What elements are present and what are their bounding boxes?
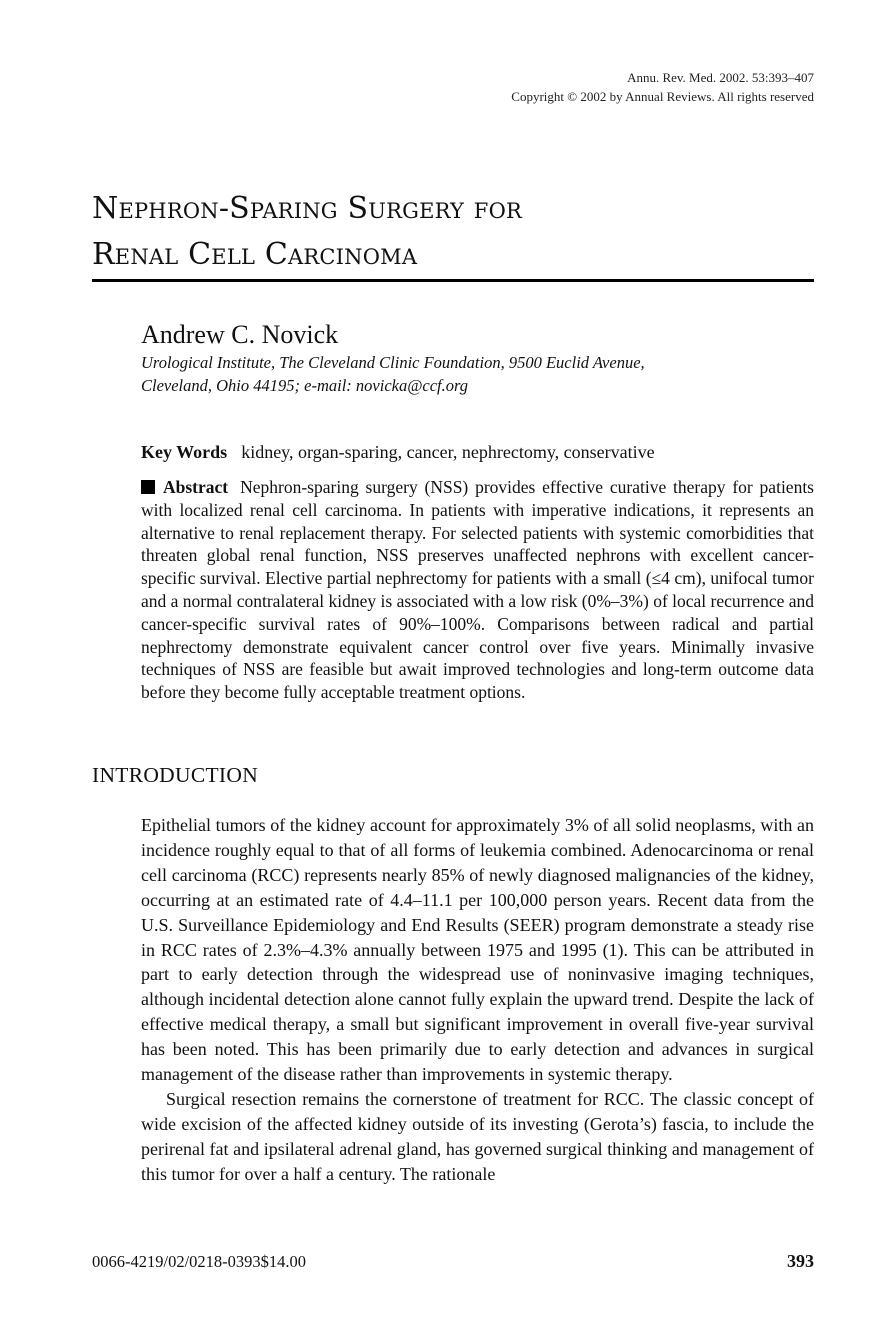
paragraph-2: Surgical resection remains the cornerstone of treatment for RCC. The classic concept of wide excision of the affected kidney outside of its investing (Gerota’s) fascia, to include the perirenal fat and ipsilateral adrenal gland, has governed surgical thinking and management of this tumor for over a half a century. The rationale	[141, 1088, 814, 1184]
abstract-text: Nephron-sparing surgery (NSS) provides effective curative therapy for patients with localized renal cell carcinoma. In patients with imperative indications, it represents an alternative to renal replacement therapy. For selected patients with systemic comorbidities that threaten global renal function, NSS preserves unaffected nephrons with excellent cancer-specific survival. Elective partial nephrectomy for patients with a small (≤4 cm), unifocal tumor and a normal contralateral kidney is associated with a low risk (0%–3%) of local recurrence and cancer-specific survival rates of 90%–100%. Comparisons between radical and partial nephrectomy demonstrate equivalent cancer control over five years. Minimally invasive techniques of NSS are feasible but await improved technologies and long-term outcome data before they become fully acceptable treatment options.	[141, 477, 814, 703]
title-line-2: Renal Cell Carcinoma	[92, 237, 418, 272]
journal-citation-header	[511, 68, 814, 106]
paragraph-1: Epithelial tumors of the kidney account for approximately 3% of all solid neoplasms, with an incidence roughly equal to that of all forms of leukemia combined. Adenocarcinoma or renal cell carcinoma (RCC) represents nearly 85% of newly diagnosed malignancies of the kidney, occurring at an estimated rate of 4.4–11.1 per 100,000 person years. Recent data from the U.S. Surveillance Epidemiology and End Results (SEER) program demonstrate a steady rise in RCC rates of 2.3%–4.3% annually between 1975 and 1995 (1). This can be attributed in part to early detection through the widespread use of noninvasive imaging techniques, although incidental detection alone cannot fully explain the upward trend. Despite the lack of effective medical therapy, a small but significant improvement in overall five-year survival has been noted. This has been primarily due to early detection and advances in surgical management of the disease rather than improvements in systemic therapy.	[141, 815, 814, 1085]
copyright-line: Copyright © 2002 by Annual Reviews. All rights reserved	[511, 89, 814, 104]
title-divider	[92, 279, 814, 282]
keywords-text: kidney, organ-sparing, cancer, nephrectomy, conservative	[241, 442, 655, 462]
section-heading-introduction: INTRODUCTION	[92, 763, 259, 787]
keywords	[141, 440, 816, 464]
abstract-label: Abstract	[163, 477, 229, 497]
citation-line: Annu. Rev. Med. 2002. 53:393–407	[627, 70, 814, 85]
black-square-icon	[141, 480, 155, 494]
author-affiliation	[141, 351, 801, 397]
title-line-1: Nephron-Sparing Surgery for	[92, 191, 523, 226]
author-name: Andrew C. Novick	[141, 320, 339, 349]
page-number: 393	[787, 1251, 814, 1271]
keywords-label: Key Words	[141, 442, 228, 462]
introduction-body	[141, 813, 814, 1187]
article-title	[92, 186, 814, 278]
footer-issn-code: 0066-4219/02/0218-0393$14.00	[92, 1252, 307, 1271]
affiliation-line-1: Urological Institute, The Cleveland Clinic Foundation, 9500 Euclid Avenue,	[141, 353, 645, 372]
affiliation-line-2: Cleveland, Ohio 44195; e-mail: novicka@ccf.org	[141, 376, 469, 395]
abstract	[141, 476, 814, 704]
